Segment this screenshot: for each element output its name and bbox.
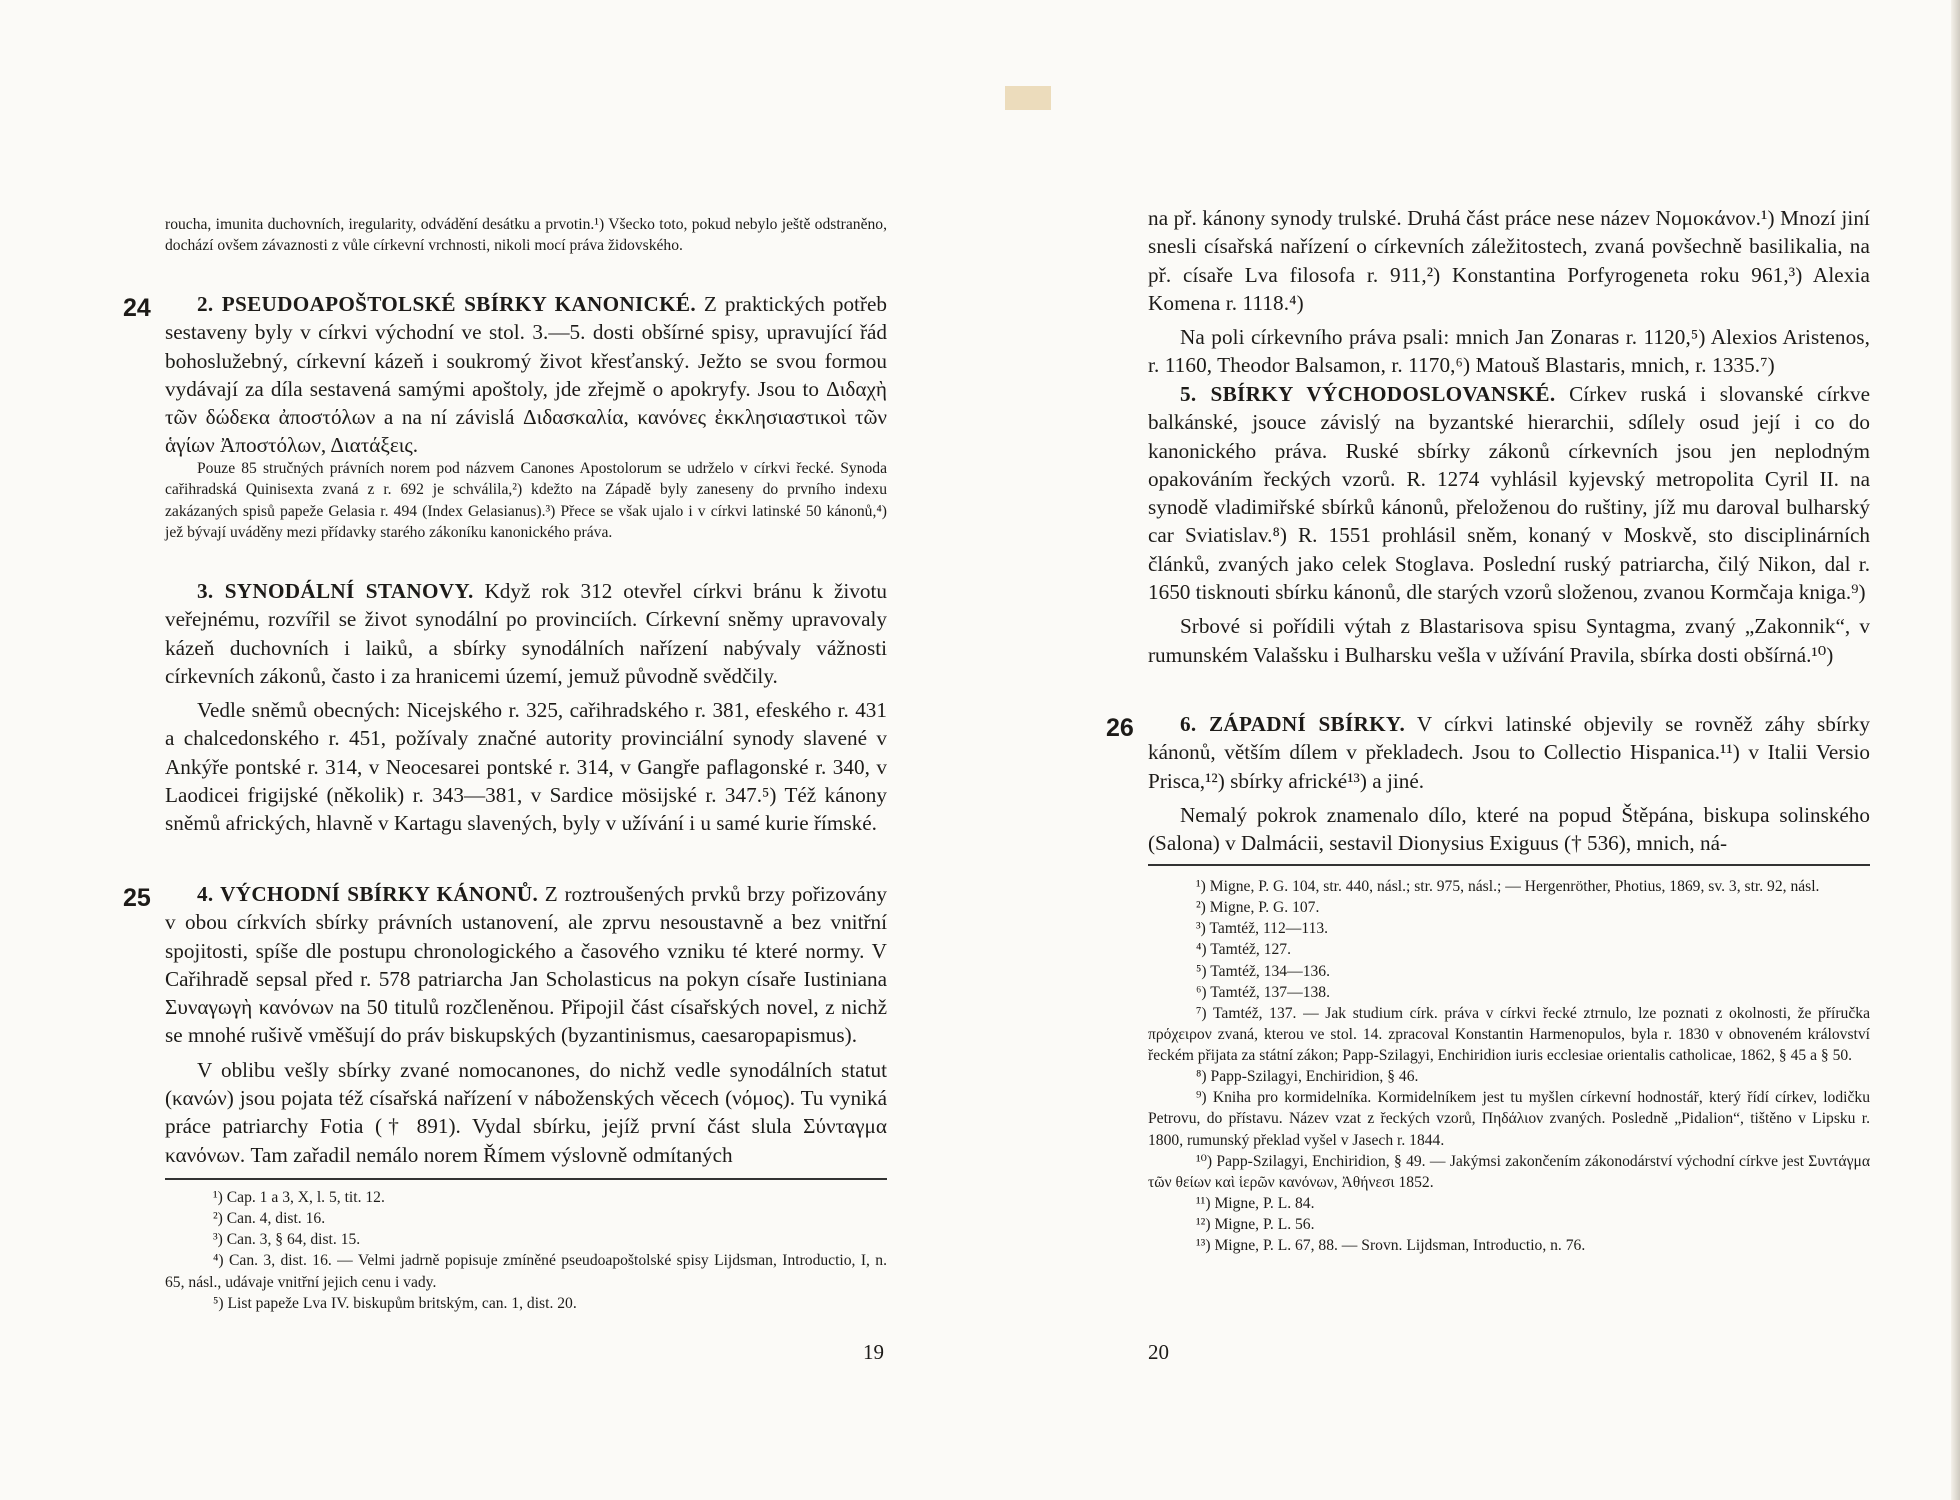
- footnote-item: ¹) Cap. 1 a 3, X, l. 5, tit. 12.: [213, 1189, 385, 1206]
- section-3-paragraph-2: Vedle sněmů obecných: Nicejského r. 325, cařihradského r. 381, efeského r. 431 a chalcedonského r. 451, požívaly značné autority provinciální synody slavené v Ankýře pontské r. 314, v Neocesarei pontské r. 314, v Gangře paflagonské r. 340, v Laodicei frigijské (několik) r. 343—381, v Sardice mösijské r. 347.⁵) Též kánony sněmů afrických, hlavně v Kartagu slavených, byly v užívání i u samé kurie římské.: [165, 698, 887, 836]
- footnote-item: ¹¹) Migne, P. L. 84.: [1196, 1194, 1315, 1212]
- footnote-item: ⁸) Papp-Szilagyi, Enchiridion, § 46.: [1196, 1068, 1419, 1086]
- footnote-item: ¹³) Migne, P. L. 67, 88. — Srovn. Lijdsman, Introductio, n. 76.: [1196, 1237, 1586, 1255]
- section-text: Církev ruská i slovanské církve balkánské, jsouce závislý na byzantské hierarchii, sdílely osud její i co do kanonického práva. Ruské sbírky zákonů církevních jsou jen neplodným opakováním řeckých vzorů. R. 1274 vyhlásil kyjevský metropolita Cyril II. na synodě vladimiřské sbírků kánonů, přeloženou do ruštiny, jíž mu daroval bulharský car Sviatislav.⁸) R. 1551 prohlásil sněm, konaný v Moskvě, sto disciplinárních článků, zvaných jako celek Stoglava. Poslední ruský patriarcha, čilý Nikon, dal r. 1650 tisknouti sbírku kánonů, dle starých vzorů složenou, zvanou Kormčaja kniga.⁹): [1148, 382, 1870, 605]
- section-25-paragraph-2: V oblibu vešly sbírky zvané nomocanones, do nichž vedle synodálních statut (κανών) jsou pojata též císařská nařízení v náboženských věcech (νόμος). Tu vyniká práce patriarchy Fotia († 891). Vydal sbírku, jejíž první část slula Σύνταγμα κανόνων. Tam zařadil nemálo norem Římem výslovně odmítaných: [165, 1057, 887, 1167]
- footnote-item: ⁹) Kniha pro kormidelníka. Kormidelníkem jest tu myšlen církevní hodnostář, který řídí církev, lodičku Petrovu, do přístavu. Název vzat z řeckých vzorů, Πηδάλιον zvaných. Posledně „Pidalion“, tištěno v Lipsku r. 1800, rumunský překlad vyšel v Jasech r. 1844.: [1148, 1089, 1870, 1149]
- section-25-paragraph: [165, 880, 887, 1050]
- right-intro-paragraph-2: Na poli církevního práva psali: mnich Jan Zonaras r. 1120,⁵) Alexios Aristenos, r. 1160, Theodor Balsamon, r. 1170,⁶) Matouš Blastaris, mnich, r. 1335.⁷): [1148, 325, 1870, 378]
- footnote-item: ²) Migne, P. G. 107.: [1196, 899, 1320, 917]
- margin-number: 24: [123, 294, 151, 322]
- right-intro: [1148, 204, 1870, 380]
- section-26-paragraph-2: Nemalý pokrok znamenalo dílo, které na popud Štěpána, biskupa solinského (Salona) v Dalmácii, sestavil Dionysius Exiguus († 536), mnich, ná-: [1148, 802, 1870, 856]
- left-footnotes: [165, 1187, 887, 1314]
- section-26-paragraph: [1148, 710, 1870, 795]
- right-intro-paragraph: na př. kánony synody trulské. Druhá část práce nese název Νομοκάνον.¹) Mnozí jiní snesli císařská nařízení o církevních záležitostech, zvaná povšechně basilikalia, na př. císaře Lva filosofa r. 911,²) Konstantina Porfyrogeneta roku 961,³) Alexia Komena r. 1118.⁴): [1148, 206, 1870, 315]
- right-footnotes: [1148, 876, 1870, 1256]
- footnote-rule: [1148, 864, 1870, 866]
- section-heading: 2. PSEUDOAPOŠTOLSKÉ SBÍRKY KANONICKÉ.: [197, 292, 696, 316]
- section-heading: 6. ZÁPADNÍ SBÍRKY.: [1180, 712, 1406, 736]
- section-text: Z roztroušených prvků brzy pořizovány v obou církvích sbírky právních ustanovení, ale zprvu nesoustavně a bez vnitřní spojitosti, spíše dle postupu chronologického a časového vzniku té které normy. V Cařihradě sepsal před r. 578 patriarcha Jan Scholasticus na pokyn císaře Iustiniana Συναγωγὴ κανόνων na 50 titulů rozčleněnou. Připojil část císařských novel, z nichž se mnohé rušivě vměšují do práv biskupských (byzantinismus, caesaropapismus).: [165, 882, 887, 1048]
- footnote-item: ³) Tamtéž, 112—113.: [1196, 920, 1329, 938]
- footnote-item: ⁵) List papeže Lva IV. biskupům britským, can. 1, dist. 20.: [213, 1294, 577, 1312]
- left-intro: [165, 214, 887, 257]
- section-24: [123, 290, 887, 460]
- footnote-item: ⁴) Tamtéž, 127.: [1196, 941, 1291, 959]
- section-heading: 3. SYNODÁLNÍ STANOVY.: [197, 579, 474, 603]
- section-24-paragraph: [165, 290, 887, 460]
- footnote-item: ⁷) Tamtéž, 137. — Jak studium círk. práva v církvi řecké ztrnulo, lze poznati z okolnosti, že příručka πρόχειρον zvaná, kterou ve stol. 14. zpracoval Konstantin Harmenopulos, byla r. 1830 v obnoveném království řeckém přijata za státní zákon; Papp-Szilagyi, Enchiridion iuris ecclesiae orientalis catholicae, 1862, § 45 a § 50.: [1148, 1004, 1870, 1064]
- footnote-item: ⁶) Tamtéž, 137—138.: [1196, 983, 1330, 1001]
- footnote-item: ³) Can. 3, § 64, dist. 15.: [213, 1231, 361, 1249]
- section-heading: 5. SBÍRKY VÝCHODOSLOVANSKÉ.: [1180, 382, 1556, 406]
- section-26: [1106, 710, 1870, 857]
- section-heading: 4. VÝCHODNÍ SBÍRKY KÁNONŮ.: [197, 882, 539, 906]
- page-edge-shadow: [1951, 0, 1960, 1500]
- section-24-smallprint: [165, 458, 887, 543]
- left-intro-text: roucha, imunita duchovních, iregularity, odvádění desátku a prvotin.¹) Všecko toto, pokud nebylo ještě odstraněno, dochází ovšem závaznosti z vůle církevní vrchnosti, nikoli mocí práva židovského.: [165, 216, 887, 255]
- footnote-item: ⁵) Tamtéž, 134—136.: [1196, 962, 1330, 980]
- section-25: [123, 880, 887, 1169]
- smallprint-text: Pouze 85 stručných právních norem pod názvem Canones Apostolorum se udrželo v církvi řecké. Synoda cařihradská Quinisexta zvaná z r. 692 je schválila,²) kdežto na Západě byly zaneseny do prvního indexu zakázaných spisů papeže Gelasia r. 494 (Index Gelasianus).³) Přece se však ujalo i v církvi latinské 50 kánonů,⁴) jež bývají uváděny mezi přídavky starého zákoníku kanonického práva.: [165, 460, 887, 542]
- section-5: [1148, 380, 1870, 669]
- section-5-paragraph-2: Srbové si pořídili výtah z Blastarisova spisu Syntagma, zvaný „Zakonnik“, v rumunském Valašsku i Bulharsku vešla v užívání Pravila, sbírka dosti obšírná.¹⁰): [1148, 614, 1870, 667]
- section-3: [165, 577, 887, 838]
- section-3-paragraph: [165, 577, 887, 690]
- page-number: 19: [863, 1340, 884, 1364]
- section-text: V církvi latinské objevily se rovněž záhy sbírky kánonů, větším dílem v překladech. Jsou to Collectio Hispanica.¹¹) v Italii Versio Prisca,¹²) sbírky africké¹³) a jiné.: [1148, 712, 1870, 793]
- footnote-item: ¹) Migne, P. G. 104, str. 440, násl.; str. 975, násl.; — Hergenröther, Photius, 1869, sv. 3, str. 92, násl.: [1196, 878, 1820, 895]
- page-number: 20: [1148, 1340, 1169, 1364]
- margin-number: 26: [1106, 714, 1134, 742]
- footnote-item: ¹²) Migne, P. L. 56.: [1196, 1216, 1315, 1233]
- section-text: Když rok 312 otevřel církvi bránu k životu veřejnému, rozvířil se život synodální po provinciích. Církevní sněmy upravovaly kázeň duchovních i laiků, a sbírky synodálních nařízení nabývaly vážnosti církevních zákonů, často i za hranicemi území, jemuž původně svědčily.: [165, 579, 887, 688]
- paper-tab: [1005, 86, 1051, 110]
- footnote-item: ⁴) Can. 3, dist. 16. — Velmi jadrně popisuje zmíněné pseudoapoštolské spisy Lijdsman, Introductio, I, n. 65, násl., udávaje vnitřní jejich cenu i vady.: [165, 1252, 887, 1291]
- footnote-item: ²) Can. 4, dist. 16.: [213, 1210, 326, 1228]
- section-5-paragraph: [1148, 380, 1870, 606]
- footnote-rule: [165, 1178, 887, 1180]
- section-text: Z praktických potřeb sestaveny byly v církvi východní ve stol. 3.—5. dosti obšírné spisy, upravující řád bohoslužebný, církevní kázeň i soukromý život křesťanský. Ježto se svou formou vydávají za díla sestavená samými apoštoly, jde zřejmě o apokryfy. Jsou to Διδαχὴ τῶν δώδεκα ἀποστόλων a na ní závislá Διδασκαλία, κανόνες ἐκκλησιαστικοὶ τῶν ἁγίων Ἀποστόλων, Διατάξεις.: [165, 292, 887, 458]
- footnote-item: ¹⁰) Papp-Szilagyi, Enchiridion, § 49. — Jakýmsi zakončením zákonodárství východní církve jest Συντάγμα τῶν θείων καὶ ἱερῶν κανόνων, Ἀθήνεσι 1852.: [1148, 1152, 1870, 1191]
- margin-number: 25: [123, 884, 151, 912]
